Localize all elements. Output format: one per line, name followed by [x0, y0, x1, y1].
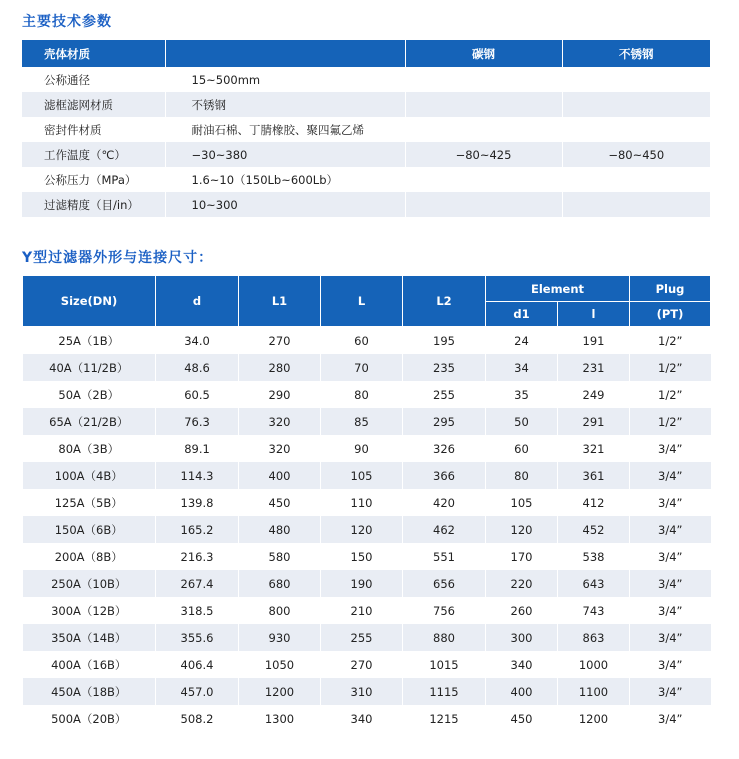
- dims-cell-d: 89.1: [156, 435, 239, 462]
- spec-row: [22, 67, 710, 92]
- dims-cell-size: 80A（3B）: [58, 441, 120, 456]
- dims-cell-l1: 320: [239, 408, 321, 435]
- dims-cell-l: 60: [321, 327, 403, 355]
- dims-header-l: L: [321, 276, 403, 327]
- spec-row-stainless-steel: [562, 117, 710, 142]
- dims-cell-plug: 1/2”: [630, 381, 711, 408]
- spec-row: [22, 117, 710, 142]
- spec-row-value: 耐油石棉、丁腈橡胶、聚四氟乙烯: [165, 117, 405, 142]
- dims-header-size: Size(DN): [23, 276, 156, 327]
- spec-row-value: 15~500mm: [165, 67, 405, 92]
- dims-cell-l1: 280: [239, 354, 321, 381]
- spec-row-value: 1.6~10（150Lb~600Lb）: [165, 167, 405, 192]
- dims-row: [23, 516, 711, 543]
- dims-row: [23, 489, 711, 516]
- spec-row-carbon-steel: [405, 192, 562, 217]
- dims-row: [23, 327, 711, 355]
- dims-cell-plug: 3/4”: [630, 624, 711, 651]
- dims-row: [23, 597, 711, 624]
- dims-cell-l: 70: [321, 354, 403, 381]
- dims-cell-d1: 105: [486, 489, 558, 516]
- dims-header-row-1: [23, 276, 711, 302]
- dims-cell-l: 255: [321, 624, 403, 651]
- dims-cell-d: 318.5: [156, 597, 239, 624]
- dims-cell-plug: 3/4”: [630, 435, 711, 462]
- dims-cell-l2: 462: [403, 516, 486, 543]
- dims-cell-l1: 320: [239, 435, 321, 462]
- spec-row: [22, 167, 710, 192]
- dims-header-l2: L2: [403, 276, 486, 327]
- dims-cell-l: 120: [321, 516, 403, 543]
- dims-cell-l2: 880: [403, 624, 486, 651]
- dims-cell-d1: 35: [486, 381, 558, 408]
- dims-cell-l: 85: [321, 408, 403, 435]
- dims-row: [23, 651, 711, 678]
- dims-cell-l1: 680: [239, 570, 321, 597]
- dims-cell-d: 508.2: [156, 705, 239, 732]
- dims-row: [23, 462, 711, 489]
- dims-cell-l: 150: [321, 543, 403, 570]
- dims-cell-l: 643: [558, 570, 630, 597]
- dims-row: [23, 435, 711, 462]
- spec-row-value: −30~380: [165, 142, 405, 167]
- dims-cell-d: 216.3: [156, 543, 239, 570]
- dims-cell-l1: 1200: [239, 678, 321, 705]
- spec-row-carbon-steel: [405, 92, 562, 117]
- dims-cell-l2: 1215: [403, 705, 486, 732]
- dims-cell-l2: 366: [403, 462, 486, 489]
- dims-cell-size: 125A（5B）: [54, 495, 123, 510]
- dims-cell-l1: 290: [239, 381, 321, 408]
- dims-cell-l: 321: [558, 435, 630, 462]
- dims-cell-plug: 3/4”: [630, 543, 711, 570]
- spec-table: [22, 40, 710, 217]
- dims-row: [23, 543, 711, 570]
- spec-row-stainless-steel: [562, 167, 710, 192]
- dims-cell-d1: 400: [486, 678, 558, 705]
- dims-cell-d1: 120: [486, 516, 558, 543]
- dims-cell-l2: 551: [403, 543, 486, 570]
- dims-cell-d: 60.5: [156, 381, 239, 408]
- dims-cell-d1: 450: [486, 705, 558, 732]
- dims-cell-size: 100A（4B）: [23, 462, 156, 489]
- dims-cell-l: 80: [321, 381, 403, 408]
- dims-cell-l: 743: [558, 597, 630, 624]
- spec-header-row: [22, 40, 710, 67]
- dims-cell-plug: 3/4”: [630, 651, 711, 678]
- dims-row: [23, 354, 711, 381]
- dims-cell-l1: 800: [239, 597, 321, 624]
- dims-cell-d1: 50: [486, 408, 558, 435]
- dims-cell-l: 1000: [558, 651, 630, 678]
- dims-cell-size: 200A（8B）: [54, 549, 123, 564]
- dims-cell-plug: 1/2”: [630, 354, 711, 381]
- dims-cell-plug: 1/2”: [630, 408, 711, 435]
- spec-header-stainless-steel: 不锈钢: [562, 40, 710, 67]
- dims-cell-l2: 756: [403, 597, 486, 624]
- dims-cell-size: 400A（16B）: [51, 657, 127, 672]
- dims-row: [23, 408, 711, 435]
- dims-row: [23, 381, 711, 408]
- spec-row-label: 过滤精度（目/in）: [22, 192, 165, 217]
- dims-row: [23, 624, 711, 651]
- dims-row: [23, 678, 711, 705]
- dims-cell-l2: 235: [403, 354, 486, 381]
- dims-cell-l1: 480: [239, 516, 321, 543]
- dims-cell-d1: 300: [486, 624, 558, 651]
- spec-section-title: 主要技术参数: [22, 14, 112, 30]
- spec-row: [22, 192, 710, 217]
- dims-cell-d: 48.6: [156, 354, 239, 381]
- dims-header-d1: d1: [486, 302, 558, 327]
- dims-cell-l2: 1115: [403, 678, 486, 705]
- dims-cell-d: 355.6: [156, 624, 239, 651]
- dims-cell-l: 231: [558, 354, 630, 381]
- spec-row-label: 公称压力（MPa）: [44, 172, 137, 187]
- dims-cell-l1: 270: [239, 327, 321, 355]
- dims-cell-l1: 400: [239, 462, 321, 489]
- spec-row-carbon-steel: [405, 67, 562, 92]
- dims-cell-l1: 580: [239, 543, 321, 570]
- dims-cell-plug: 3/4”: [630, 570, 711, 597]
- dims-cell-l: 291: [558, 408, 630, 435]
- dims-cell-size: 350A（14B）: [23, 624, 156, 651]
- dims-cell-plug: 3/4”: [630, 489, 711, 516]
- dims-cell-size: 150A（6B）: [23, 516, 156, 543]
- dims-cell-l1: 1050: [239, 651, 321, 678]
- spec-row-carbon-steel: [405, 167, 562, 192]
- dims-cell-l: 249: [558, 381, 630, 408]
- spec-header-col2: [165, 40, 405, 67]
- dims-cell-d: 76.3: [156, 408, 239, 435]
- dims-cell-l: 310: [321, 678, 403, 705]
- dims-cell-size: 300A（12B）: [51, 603, 127, 618]
- dims-cell-d: 406.4: [156, 651, 239, 678]
- dims-cell-l: 190: [321, 570, 403, 597]
- dims-header-plug: Plug: [630, 276, 711, 302]
- dims-cell-l2: 326: [403, 435, 486, 462]
- dims-cell-d1: 170: [486, 543, 558, 570]
- dims-row: [23, 570, 711, 597]
- spec-row-carbon-steel: −80~425: [405, 142, 562, 167]
- dims-cell-l: 270: [321, 651, 403, 678]
- dims-cell-plug: 3/4”: [630, 462, 711, 489]
- dims-cell-d: 457.0: [156, 678, 239, 705]
- dims-cell-size: 25A（1B）: [58, 333, 120, 348]
- dims-cell-l: 538: [558, 543, 630, 570]
- dims-cell-size: 40A（11/2B）: [23, 354, 156, 381]
- spec-row-stainless-steel: −80~450: [562, 142, 710, 167]
- dims-cell-plug: 3/4”: [630, 597, 711, 624]
- dims-cell-plug: 1/2”: [630, 327, 711, 355]
- dims-cell-l2: 656: [403, 570, 486, 597]
- spec-header-label: 壳体材质: [22, 40, 165, 67]
- spec-row-label: 工作温度（℃）: [22, 142, 165, 167]
- dims-cell-l1: 930: [239, 624, 321, 651]
- spec-row: [22, 142, 710, 167]
- dims-header-d: d: [156, 276, 239, 327]
- dims-cell-d: 34.0: [156, 327, 239, 355]
- dims-cell-d1: 80: [486, 462, 558, 489]
- dims-cell-size: 250A（10B）: [23, 570, 156, 597]
- dims-section-title: Y型过滤器外形与连接尺寸：: [22, 250, 214, 266]
- dims-cell-l1: 1300: [239, 705, 321, 732]
- dims-cell-size: 50A（2B）: [58, 387, 120, 402]
- spec-row-stainless-steel: [562, 192, 710, 217]
- dims-cell-d: 165.2: [156, 516, 239, 543]
- dims-cell-l: 1100: [558, 678, 630, 705]
- dims-cell-l: 105: [321, 462, 403, 489]
- dims-table: [22, 275, 711, 732]
- dims-cell-l: 340: [321, 705, 403, 732]
- dims-row: [23, 705, 711, 732]
- dims-cell-d1: 220: [486, 570, 558, 597]
- spec-row-value: 不锈钢: [165, 92, 405, 117]
- spec-row-label: 滤框滤网材质: [22, 92, 165, 117]
- spec-row-value: 10~300: [165, 192, 405, 217]
- dims-cell-l: 361: [558, 462, 630, 489]
- spec-row-stainless-steel: [562, 67, 710, 92]
- dims-cell-d1: 260: [486, 597, 558, 624]
- spec-row-label: 密封件材质: [44, 122, 102, 137]
- spec-row-stainless-steel: [562, 92, 710, 117]
- spec-row: [22, 92, 710, 117]
- dims-cell-d1: 60: [486, 435, 558, 462]
- dims-cell-d1: 34: [486, 354, 558, 381]
- spec-row-carbon-steel: [405, 117, 562, 142]
- dims-cell-l2: 1015: [403, 651, 486, 678]
- dims-cell-l: 1200: [558, 705, 630, 732]
- dims-cell-d: 267.4: [156, 570, 239, 597]
- dims-cell-l: 863: [558, 624, 630, 651]
- dims-cell-plug: 3/4”: [630, 705, 711, 732]
- dims-cell-l1: 450: [239, 489, 321, 516]
- dims-cell-size: 500A（20B）: [51, 711, 127, 726]
- dims-cell-plug: 3/4”: [630, 678, 711, 705]
- dims-cell-l2: 195: [403, 327, 486, 355]
- dims-cell-l2: 420: [403, 489, 486, 516]
- dims-header-plug-unit: (PT): [630, 302, 711, 327]
- dims-cell-d1: 24: [486, 327, 558, 355]
- dims-header-element: Element: [486, 276, 630, 302]
- dims-header-l1: L1: [239, 276, 321, 327]
- dims-cell-plug: 3/4”: [630, 516, 711, 543]
- dims-cell-l2: 295: [403, 408, 486, 435]
- dims-cell-l: 210: [321, 597, 403, 624]
- dims-cell-d: 114.3: [156, 462, 239, 489]
- dims-cell-l: 452: [558, 516, 630, 543]
- dims-cell-size: 450A（18B）: [23, 678, 156, 705]
- spec-header-carbon-steel: 碳钢: [405, 40, 562, 67]
- dims-cell-d: 139.8: [156, 489, 239, 516]
- dims-cell-l: 110: [321, 489, 403, 516]
- dims-cell-l: 412: [558, 489, 630, 516]
- dims-cell-l: 191: [558, 327, 630, 355]
- dims-header-element-l: l: [558, 302, 630, 327]
- dims-cell-l2: 255: [403, 381, 486, 408]
- dims-cell-l: 90: [321, 435, 403, 462]
- dims-cell-d1: 340: [486, 651, 558, 678]
- spec-row-label: 公称通径: [44, 72, 90, 87]
- dims-cell-size: 65A（21/2B）: [23, 408, 156, 435]
